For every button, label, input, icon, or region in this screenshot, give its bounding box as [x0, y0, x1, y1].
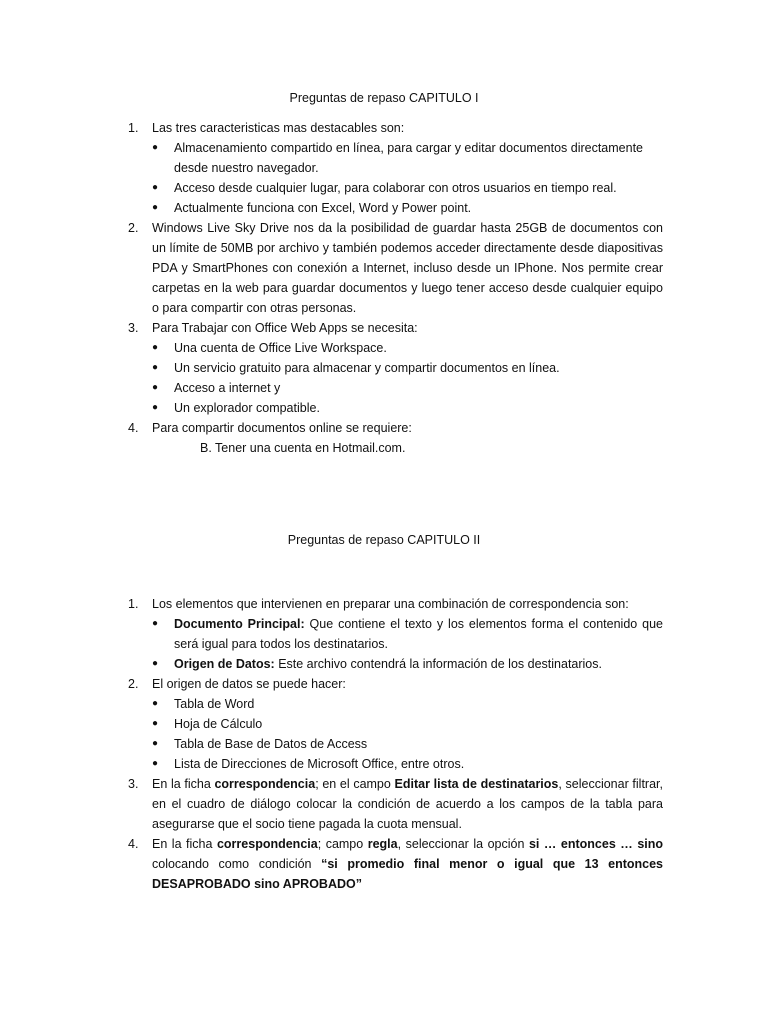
list-item: ● Tabla de Base de Datos de Access	[152, 734, 663, 754]
question-number: 4.	[128, 421, 139, 435]
term-label: Documento Principal:	[174, 617, 305, 631]
answer-text: B. Tener una cuenta en Hotmail.com.	[200, 441, 406, 455]
bullet-icon: ●	[152, 618, 159, 629]
bullet-icon: ●	[152, 142, 159, 153]
list-item: ● Lista de Direcciones de Microsoft Office, entre otros.	[152, 754, 663, 774]
question-3	[128, 318, 663, 418]
question-1	[128, 594, 663, 674]
question-text: En la ficha correspondencia; en el campo Editar lista de destinatarios, seleccionar filtrar, en el cuadro de diálogo colocar la condición de acuerdo a los campos de la tabla para asegurarse que el socio tiene pagada la cuota mensual.	[152, 777, 663, 831]
list-item: ● Un explorador compatible.	[152, 398, 663, 418]
question-text: Windows Live Sky Drive nos da la posibilidad de guardar hasta 25GB de documentos con un límite de 50MB por archivo y también podemos acceder directamente desde diapositivas PDA y SmartPhones con conexión a Internet, incluso desde un IPhone. Nos permite crear carpetas en la web para guardar documentos y luego tener acceso desde cualquier equipo o para compartir con otras personas.	[152, 221, 663, 315]
list-item: ● Acceso desde cualquier lugar, para colaborar con otros usuarios en tiempo real.	[152, 178, 663, 198]
bullet-icon: ●	[152, 758, 159, 769]
list-item: ● Una cuenta de Office Live Workspace.	[152, 338, 663, 358]
list-item: ● Acceso a internet y	[152, 378, 663, 398]
bullet-icon: ●	[152, 658, 159, 669]
question-text: Las tres caracteristicas mas destacables son:	[152, 121, 405, 135]
bullet-icon: ●	[152, 402, 159, 413]
list-item: ● Actualmente funciona con Excel, Word y Power point.	[152, 198, 663, 218]
bullet-list	[152, 614, 663, 674]
bullet-icon: ●	[152, 202, 159, 213]
question-text: Para Trabajar con Office Web Apps se necesita:	[152, 321, 418, 335]
chapter-1-title: Preguntas de repaso CAPITULO I	[289, 91, 479, 105]
bullet-icon: ●	[152, 382, 159, 393]
bullet-icon: ●	[152, 698, 159, 709]
question-number: 1.	[128, 121, 139, 135]
question-2	[128, 218, 663, 318]
list-item: ● Almacenamiento compartido en línea, para cargar y editar documentos directamente desde nuestro navegador.	[152, 138, 663, 178]
question-number: 1.	[128, 597, 139, 611]
list-item: ● Un servicio gratuito para almacenar y compartir documentos en línea.	[152, 358, 663, 378]
question-3	[128, 774, 663, 834]
question-2	[128, 674, 663, 774]
list-item: ● Hoja de Cálculo	[152, 714, 663, 734]
bullet-icon: ●	[152, 362, 159, 373]
question-4	[128, 418, 663, 458]
bullet-list	[152, 338, 663, 418]
list-item: ● Origen de Datos: Este archivo contendrá la información de los destinatarios.	[152, 654, 663, 674]
chapter-1-questions	[128, 118, 663, 458]
question-4	[128, 834, 663, 894]
bullet-list	[152, 694, 663, 774]
list-item: ● Tabla de Word	[152, 694, 663, 714]
bullet-list	[152, 138, 663, 218]
question-number: 2.	[128, 677, 139, 691]
question-text: Para compartir documentos online se requiere:	[152, 421, 412, 435]
bullet-icon: ●	[152, 182, 159, 193]
bullet-icon: ●	[152, 342, 159, 353]
question-number: 3.	[128, 777, 139, 791]
question-number: 3.	[128, 321, 139, 335]
chapter-2-title: Preguntas de repaso CAPITULO II	[287, 533, 481, 547]
question-number: 4.	[128, 837, 139, 851]
bullet-icon: ●	[152, 738, 159, 749]
question-text: Los elementos que intervienen en preparar una combinación de correspondencia son:	[152, 597, 629, 611]
term-label: Origen de Datos:	[174, 657, 275, 671]
list-item: ● Documento Principal: Que contiene el texto y los elementos forma el contenido que será igual para todos los destinatarios.	[152, 614, 663, 654]
chapter-2-questions	[128, 594, 663, 894]
question-number: 2.	[128, 221, 139, 235]
question-1	[128, 118, 663, 218]
bullet-icon: ●	[152, 718, 159, 729]
question-text: El origen de datos se puede hacer:	[152, 677, 346, 691]
question-text: En la ficha correspondencia; campo regla, seleccionar la opción si … entonces … sino colocando como condición “si promedio final menor o igual que 13 entonces DESAPROBADO sino APROBADO”	[152, 837, 664, 891]
